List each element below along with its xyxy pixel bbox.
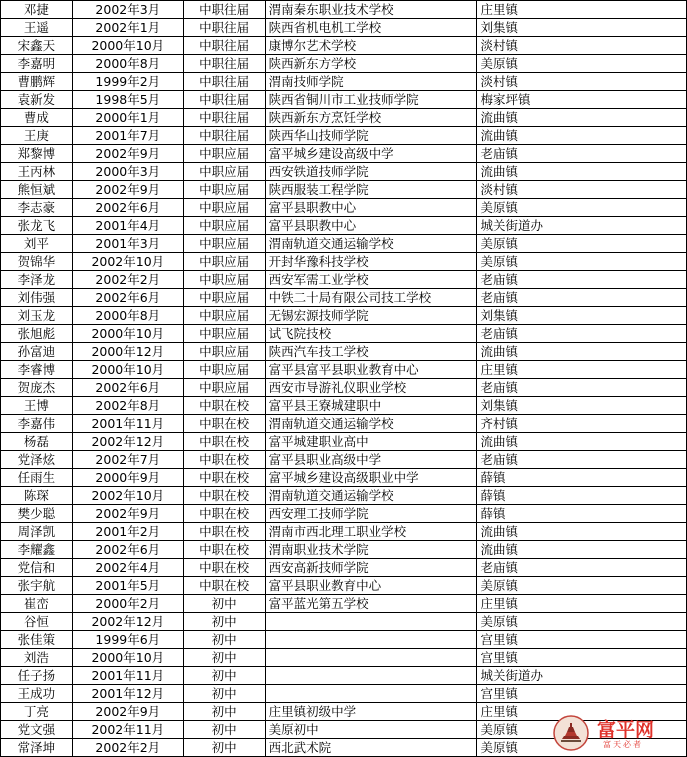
school-name-cell: 富平县职教中心 [265,217,477,235]
education-category-cell: 中职往届 [183,1,265,19]
school-name-cell: 康博尔艺术学校 [265,37,477,55]
student-name-cell: 丁亮 [1,703,73,721]
school-name-cell: 美原初中 [265,721,477,739]
education-category-cell: 中职往届 [183,19,265,37]
birth-date-cell: 2002年9月 [72,505,183,523]
table-row [1,235,687,253]
student-name-cell: 任雨生 [1,469,73,487]
table-row [1,217,687,235]
education-category-cell: 中职在校 [183,487,265,505]
township-cell: 老庙镇 [477,379,687,397]
student-name-cell: 曹鹏辉 [1,73,73,91]
education-category-cell: 中职应届 [183,361,265,379]
birth-date-cell: 2002年10月 [72,253,183,271]
education-category-cell: 中职应届 [183,253,265,271]
school-name-cell: 庄里镇初级中学 [265,703,477,721]
education-category-cell: 中职应届 [183,379,265,397]
student-name-cell: 熊恒斌 [1,181,73,199]
township-cell: 老庙镇 [477,289,687,307]
birth-date-cell: 2002年4月 [72,559,183,577]
education-category-cell: 中职应届 [183,307,265,325]
township-cell: 庄里镇 [477,1,687,19]
student-name-cell: 邓捷 [1,1,73,19]
education-category-cell: 中职在校 [183,559,265,577]
student-name-cell: 张旭彪 [1,325,73,343]
school-name-cell: 陕西省机电机工学校 [265,19,477,37]
birth-date-cell: 2002年9月 [72,145,183,163]
student-name-cell: 刘浩 [1,649,73,667]
watermark-subtitle: 富天必者 [603,740,643,749]
education-category-cell: 中职应届 [183,145,265,163]
student-name-cell: 张佳策 [1,631,73,649]
township-cell: 梅家坪镇 [477,91,687,109]
student-name-cell: 李泽龙 [1,271,73,289]
school-name-cell: 陕西新东方学校 [265,55,477,73]
birth-date-cell: 2001年2月 [72,523,183,541]
student-name-cell: 王丙林 [1,163,73,181]
township-cell: 美原镇 [477,55,687,73]
school-name-cell: 无锡宏源技师学院 [265,307,477,325]
education-category-cell: 初中 [183,685,265,703]
birth-date-cell: 2002年2月 [72,271,183,289]
birth-date-cell: 2001年5月 [72,577,183,595]
birth-date-cell: 2000年2月 [72,595,183,613]
township-cell: 城关街道办 [477,217,687,235]
birth-date-cell: 2002年2月 [72,739,183,757]
birth-date-cell: 2001年7月 [72,127,183,145]
school-name-cell: 开封华豫科技学校 [265,253,477,271]
township-cell: 美原镇 [477,235,687,253]
student-name-cell: 王博 [1,397,73,415]
table-row [1,73,687,91]
birth-date-cell: 2002年12月 [72,613,183,631]
table-row [1,469,687,487]
township-cell: 宫里镇 [477,649,687,667]
township-cell: 宫里镇 [477,631,687,649]
education-category-cell: 中职应届 [183,289,265,307]
table-row [1,19,687,37]
education-category-cell: 中职应届 [183,181,265,199]
township-cell: 流曲镇 [477,523,687,541]
student-name-cell: 党泽炫 [1,451,73,469]
birth-date-cell: 2002年3月 [72,1,183,19]
education-category-cell: 中职往届 [183,37,265,55]
school-name-cell: 中铁二十局有限公司技工学校 [265,289,477,307]
birth-date-cell: 2000年1月 [72,109,183,127]
birth-date-cell: 2001年4月 [72,217,183,235]
birth-date-cell: 1999年6月 [72,631,183,649]
township-cell: 流曲镇 [477,433,687,451]
school-name-cell: 渭南轨道交通运输学校 [265,487,477,505]
township-cell: 美原镇 [477,577,687,595]
table-row [1,199,687,217]
student-name-cell: 党信和 [1,559,73,577]
table-row [1,487,687,505]
birth-date-cell: 2000年10月 [72,37,183,55]
education-category-cell: 中职在校 [183,541,265,559]
township-cell: 流曲镇 [477,343,687,361]
township-cell: 美原镇 [477,739,687,757]
birth-date-cell: 1999年2月 [72,73,183,91]
township-cell: 淡村镇 [477,73,687,91]
school-name-cell: 西安军需工业学校 [265,271,477,289]
education-category-cell: 中职在校 [183,577,265,595]
student-name-cell: 陈琛 [1,487,73,505]
education-category-cell: 初中 [183,667,265,685]
school-name-cell [265,631,477,649]
birth-date-cell: 1998年5月 [72,91,183,109]
pagoda-seal-icon [553,715,589,751]
table-row [1,451,687,469]
student-name-cell: 刘平 [1,235,73,253]
student-name-cell: 李嘉明 [1,55,73,73]
table-row [1,307,687,325]
birth-date-cell: 2000年12月 [72,343,183,361]
education-category-cell: 中职应届 [183,325,265,343]
school-name-cell [265,613,477,631]
school-name-cell: 渭南秦东职业技术学校 [265,1,477,19]
table-body [1,1,687,757]
watermark-title: 富平网 [597,719,655,741]
birth-date-cell: 2001年11月 [72,667,183,685]
birth-date-cell: 2002年9月 [72,181,183,199]
student-name-cell: 常泽坤 [1,739,73,757]
education-category-cell: 初中 [183,721,265,739]
township-cell: 薛镇 [477,505,687,523]
table-row [1,91,687,109]
township-cell: 美原镇 [477,253,687,271]
school-name-cell: 西安市导游礼仪职业学校 [265,379,477,397]
table-row [1,595,687,613]
birth-date-cell: 2001年3月 [72,235,183,253]
education-category-cell: 初中 [183,613,265,631]
student-name-cell: 李志豪 [1,199,73,217]
education-category-cell: 中职往届 [183,73,265,91]
school-name-cell: 西安铁道技师学院 [265,163,477,181]
education-category-cell: 中职往届 [183,91,265,109]
school-name-cell: 渭南市西北理工职业学校 [265,523,477,541]
township-cell: 流曲镇 [477,163,687,181]
birth-date-cell: 2000年8月 [72,55,183,73]
table-row [1,667,687,685]
table-row [1,37,687,55]
school-name-cell: 富平县王寮城建职中 [265,397,477,415]
student-name-cell: 刘玉龙 [1,307,73,325]
school-name-cell: 富平县职业高级中学 [265,451,477,469]
education-category-cell: 中职在校 [183,451,265,469]
table-row [1,649,687,667]
township-cell: 美原镇 [477,613,687,631]
education-category-cell: 中职应届 [183,343,265,361]
birth-date-cell: 2002年1月 [72,19,183,37]
township-cell: 老庙镇 [477,145,687,163]
student-name-cell: 李耀鑫 [1,541,73,559]
township-cell: 老庙镇 [477,271,687,289]
birth-date-cell: 2002年7月 [72,451,183,469]
student-name-cell: 王成功 [1,685,73,703]
township-cell: 刘集镇 [477,307,687,325]
education-category-cell: 中职应届 [183,199,265,217]
school-name-cell: 陕西汽车技工学校 [265,343,477,361]
education-category-cell: 中职往届 [183,55,265,73]
school-name-cell: 试飞院技校 [265,325,477,343]
table-row [1,127,687,145]
education-category-cell: 中职在校 [183,397,265,415]
township-cell: 淡村镇 [477,37,687,55]
birth-date-cell: 2001年11月 [72,415,183,433]
education-category-cell: 中职往届 [183,127,265,145]
birth-date-cell: 2002年11月 [72,721,183,739]
table-row [1,181,687,199]
township-cell: 刘集镇 [477,19,687,37]
township-cell: 老庙镇 [477,451,687,469]
education-category-cell: 中职应届 [183,163,265,181]
education-category-cell: 中职应届 [183,217,265,235]
student-name-cell: 谷恒 [1,613,73,631]
birth-date-cell: 2002年6月 [72,199,183,217]
township-cell: 庄里镇 [477,703,687,721]
student-name-cell: 孙富迪 [1,343,73,361]
township-cell: 淡村镇 [477,181,687,199]
table-row [1,559,687,577]
birth-date-cell: 2002年6月 [72,379,183,397]
table-row [1,1,687,19]
table-row [1,343,687,361]
birth-date-cell: 2000年3月 [72,163,183,181]
birth-date-cell: 2000年10月 [72,325,183,343]
table-row [1,433,687,451]
school-name-cell [265,667,477,685]
student-name-cell: 贺庞杰 [1,379,73,397]
township-cell: 薛镇 [477,487,687,505]
school-name-cell: 渭南职业技术学院 [265,541,477,559]
school-name-cell: 富平城建职业高中 [265,433,477,451]
birth-date-cell: 2002年9月 [72,703,183,721]
school-name-cell: 富平县职业教育中心 [265,577,477,595]
birth-date-cell: 2000年9月 [72,469,183,487]
school-name-cell: 西安高新技师学院 [265,559,477,577]
student-name-cell: 刘伟强 [1,289,73,307]
education-category-cell: 初中 [183,703,265,721]
township-cell: 老庙镇 [477,325,687,343]
education-category-cell: 中职往届 [183,109,265,127]
birth-date-cell: 2002年12月 [72,433,183,451]
table-row [1,163,687,181]
school-name-cell: 富平蓝光第五学校 [265,595,477,613]
township-cell: 老庙镇 [477,559,687,577]
student-name-cell: 张宇航 [1,577,73,595]
birth-date-cell: 2001年12月 [72,685,183,703]
student-name-cell: 任子扬 [1,667,73,685]
township-cell: 城关街道办 [477,667,687,685]
table-row [1,613,687,631]
table-row [1,109,687,127]
table-row [1,379,687,397]
student-name-cell: 王遥 [1,19,73,37]
education-category-cell: 中职在校 [183,469,265,487]
school-name-cell [265,685,477,703]
table-row [1,325,687,343]
school-name-cell: 陕西省铜川市工业技师学院 [265,91,477,109]
township-cell: 美原镇 [477,721,687,739]
table-row [1,577,687,595]
student-name-cell: 杨磊 [1,433,73,451]
township-cell: 流曲镇 [477,109,687,127]
school-name-cell: 西北武术院 [265,739,477,757]
student-name-cell: 李嘉伟 [1,415,73,433]
student-name-cell: 贺锦华 [1,253,73,271]
township-cell: 美原镇 [477,199,687,217]
student-name-cell: 宋鑫天 [1,37,73,55]
table-row [1,685,687,703]
table-row [1,397,687,415]
school-name-cell: 西安理工技师学院 [265,505,477,523]
student-name-cell: 李睿博 [1,361,73,379]
student-name-cell: 曹成 [1,109,73,127]
table-row [1,505,687,523]
education-category-cell: 中职在校 [183,505,265,523]
township-cell: 流曲镇 [477,127,687,145]
table-row [1,289,687,307]
township-cell: 刘集镇 [477,397,687,415]
birth-date-cell: 2002年6月 [72,541,183,559]
student-name-cell: 崔峦 [1,595,73,613]
table-row [1,145,687,163]
birth-date-cell: 2002年8月 [72,397,183,415]
education-category-cell: 中职在校 [183,415,265,433]
school-name-cell: 渭南技师学院 [265,73,477,91]
student-name-cell: 樊少聪 [1,505,73,523]
table-row [1,631,687,649]
township-cell: 齐村镇 [477,415,687,433]
birth-date-cell: 2002年10月 [72,487,183,505]
table-row [1,361,687,379]
student-name-cell: 周泽凯 [1,523,73,541]
education-category-cell: 初中 [183,739,265,757]
township-cell: 庄里镇 [477,595,687,613]
school-name-cell: 富平县职教中心 [265,199,477,217]
township-cell: 庄里镇 [477,361,687,379]
education-category-cell: 中职应届 [183,235,265,253]
student-name-cell: 党文强 [1,721,73,739]
township-cell: 流曲镇 [477,541,687,559]
table-row [1,55,687,73]
birth-date-cell: 2000年8月 [72,307,183,325]
education-category-cell: 中职在校 [183,433,265,451]
table-row [1,541,687,559]
school-name-cell: 富平城乡建设高级中学 [265,145,477,163]
education-category-cell: 初中 [183,649,265,667]
school-name-cell: 陕西华山技师学院 [265,127,477,145]
birth-date-cell: 2002年6月 [72,289,183,307]
table-row [1,271,687,289]
birth-date-cell: 2000年10月 [72,361,183,379]
township-cell: 薛镇 [477,469,687,487]
birth-date-cell: 2000年10月 [72,649,183,667]
table-row [1,253,687,271]
student-name-cell: 袁新发 [1,91,73,109]
township-cell: 宫里镇 [477,685,687,703]
school-name-cell: 富平城乡建设高级职业中学 [265,469,477,487]
site-watermark [553,715,685,751]
education-category-cell: 中职在校 [183,523,265,541]
school-name-cell [265,649,477,667]
table-row [1,415,687,433]
table-row [1,523,687,541]
student-name-cell: 郑黎博 [1,145,73,163]
education-category-cell: 初中 [183,631,265,649]
school-name-cell: 渭南轨道交通运输学校 [265,415,477,433]
school-name-cell: 陕西新东方烹饪学校 [265,109,477,127]
school-name-cell: 富平县富平县职业教育中心 [265,361,477,379]
student-name-cell: 王庚 [1,127,73,145]
school-name-cell: 陕西服装工程学院 [265,181,477,199]
school-name-cell: 渭南轨道交通运输学校 [265,235,477,253]
education-category-cell: 中职应届 [183,271,265,289]
education-category-cell: 初中 [183,595,265,613]
student-name-cell: 张龙飞 [1,217,73,235]
